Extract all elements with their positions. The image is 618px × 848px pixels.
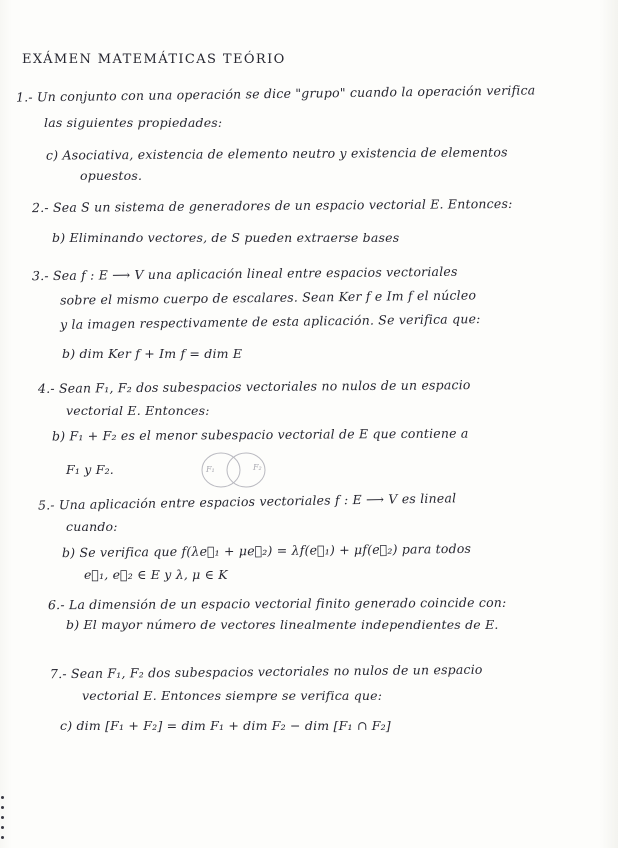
edge-dot	[1, 826, 4, 829]
question-4-line-1: 4.- Sean F₁, F₂ dos subespacios vectoriales no nulos de un espacio	[37, 377, 471, 396]
question-4-line-2: vectorial E. Entonces:	[66, 403, 210, 418]
question-6-answer-line-1: b) El mayor número de vectores linealmente independientes de E.	[66, 617, 499, 632]
edge-dot	[1, 806, 4, 809]
question-1-line-1: 1.- Un conjunto con una operación se dice "grupo" cuando la operación verifica	[15, 82, 536, 105]
question-7-line-2: vectorial E. Entonces siempre se verifica que:	[82, 688, 383, 703]
question-1-line-2: las siguientes propiedades:	[44, 115, 223, 130]
question-3-answer-line-1: b) dim Ker f + Im f = dim E	[62, 346, 243, 361]
question-2-answer-line-1: b) Eliminando vectores, de S pueden extraerse bases	[52, 230, 400, 245]
venn-label-f2: F₂	[253, 463, 262, 472]
question-4-answer-line-1: b) F₁ + F₂ es el menor subespacio vectorial de E que contiene a	[51, 425, 469, 444]
exam-title: EXÁMEN MATEMÁTICAS TEÓRIO	[22, 52, 286, 67]
venn-label-f1: F₁	[206, 465, 215, 474]
question-1-answer-line-2: opuestos.	[80, 168, 143, 183]
question-2-line-1: 2.- Sea S un sistema de generadores de un espacio vectorial E. Entonces:	[31, 195, 513, 216]
question-7-line-1: 7.- Sean F₁, F₂ dos subespacios vectoriales no nulos de un espacio	[49, 661, 483, 682]
edge-dot	[1, 796, 4, 799]
edge-dot	[1, 836, 4, 839]
question-4-answer-line-2: F₁ y F₂.	[66, 462, 114, 477]
question-5-line-1: 5.- Una aplicación entre espacios vectoriales f : E ⟶ V es lineal	[37, 490, 457, 513]
question-7-answer-line-1: c) dim [F₁ + F₂] = dim F₁ + dim F₂ − dim [F₁ ∩ F₂]	[60, 718, 391, 733]
venn-diagram	[196, 448, 276, 492]
question-6-line-1: 6.- La dimensión de un espacio vectorial finito generado coincide con:	[47, 594, 507, 613]
binding-edge-marks	[0, 792, 6, 848]
question-3-line-3: y la imagen respectivamente de esta aplicación. Se verifica que:	[59, 311, 481, 332]
question-1-answer-line-1: c) Asociativa, existencia de elemento neutro y existencia de elementos	[45, 144, 508, 163]
question-5-answer-line-1: b) Se verifica que f(λe⃗₁ + μe⃗₂) = λf(e⃗₁) + μf(e⃗₂) para todos	[61, 540, 472, 561]
question-5-answer-line-2: e⃗₁, e⃗₂ ∈ E y λ, μ ∈ K	[84, 567, 228, 582]
question-5-line-2: cuando:	[66, 519, 118, 534]
edge-dot	[1, 816, 4, 819]
question-3-line-1: 3.- Sea f : E ⟶ V una aplicación lineal entre espacios vectoriales	[31, 263, 458, 284]
question-3-line-2: sobre el mismo cuerpo de escalares. Sean Ker f e Im f el núcleo	[59, 287, 477, 308]
